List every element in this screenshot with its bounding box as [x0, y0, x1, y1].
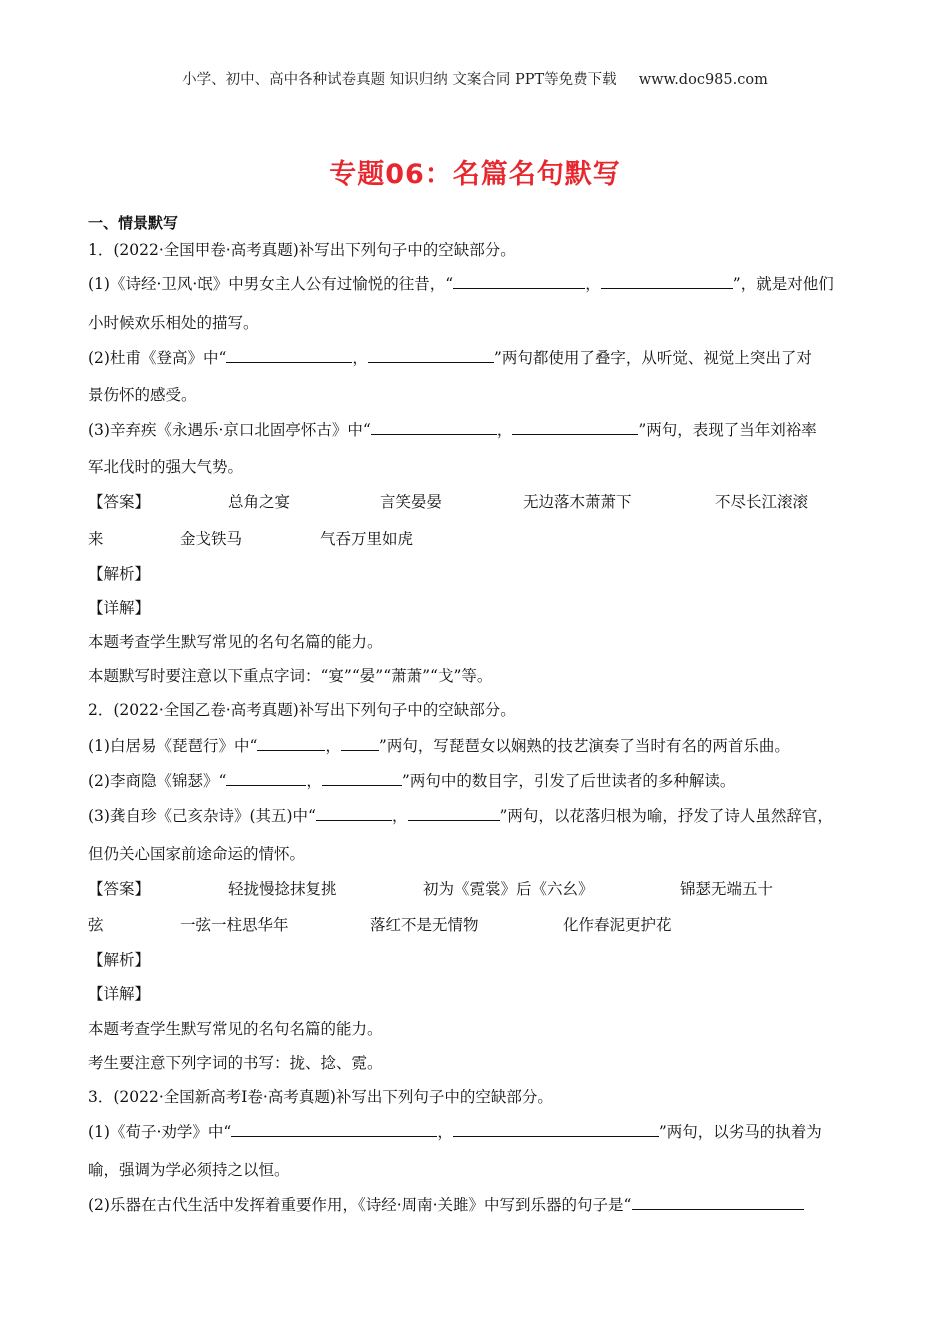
q2-detail-label: 【详解】 — [88, 985, 151, 1003]
q1-item-2: (2)杜甫《登高》中“ ， ”两句都使用了叠字，从听觉、视觉上突出了对 — [88, 349, 812, 367]
answer-blank[interactable] — [322, 770, 402, 786]
q1-detail-text: 本题默写时要注意以下重点字词：“宴”“晏”“萧萧”“戈”等。 — [88, 667, 493, 685]
question-3-intro: 3．(2022·全国新高考Ⅰ卷·高考真题)补写出下列句子中的空缺部分。 — [88, 1088, 553, 1106]
q2-answer: 落红不是无情物 — [370, 916, 479, 934]
q1-item-3: (3)辛弃疾《永遇乐·京口北固亭怀古》中“ ， ”两句，表现了当年刘裕率 — [88, 421, 817, 439]
answer-blank[interactable] — [368, 347, 494, 363]
answer-blank[interactable] — [632, 1194, 804, 1210]
q2-answer: 化作春泥更护花 — [563, 916, 672, 934]
q1-analysis-label: 【解析】 — [88, 565, 151, 583]
q2-item-3-cont: 但仍关心国家前途命运的情怀。 — [88, 845, 306, 863]
answer-blank[interactable] — [316, 805, 392, 821]
q2-answer: 弦 — [88, 916, 104, 934]
answer-blank[interactable] — [371, 419, 497, 435]
answer-blank[interactable] — [341, 735, 379, 751]
q1-item-1-cont: 小时候欢乐相处的描写。 — [88, 314, 259, 332]
page-title: 专题06：名篇名句默写 — [329, 159, 621, 190]
q3-item-1-cont: 喻，强调为学必须持之以恒。 — [88, 1161, 290, 1179]
q1-answer: 金戈铁马 — [180, 530, 243, 548]
q2-item-2: (2)李商隐《锦瑟》“ ， ”两句中的数目字，引发了后世读者的多种解读。 — [88, 772, 736, 790]
q1-answer: 言笑晏晏 — [380, 493, 443, 511]
q2-answer: 初为《霓裳》后《六幺》 — [423, 880, 594, 898]
page-header — [0, 68, 950, 89]
q2-answer: 锦瑟无端五十 — [680, 880, 774, 898]
q2-answer-label: 【答案】 — [88, 880, 151, 898]
q2-answer: 一弦一柱思华年 — [180, 916, 289, 934]
header-url[interactable]: www.doc985.com — [638, 72, 768, 88]
answer-blank[interactable] — [601, 273, 733, 289]
question-2-intro: 2．(2022·全国乙卷·高考真题)补写出下列句子中的空缺部分。 — [88, 701, 516, 719]
answer-blank[interactable] — [512, 419, 638, 435]
q1-item-1: (1)《诗经·卫风·氓》中男女主人公有过愉悦的往昔，“ ， ”，就是对他们 — [88, 275, 834, 293]
q2-answer: 轻拢慢捻抹复挑 — [228, 880, 337, 898]
q1-answer: 总角之宴 — [228, 493, 291, 511]
q1-item-3-cont: 军北伐时的强大气势。 — [88, 458, 244, 476]
q1-item-2-cont: 景伤怀的感受。 — [88, 386, 197, 404]
answer-blank[interactable] — [453, 1121, 659, 1137]
q2-analysis-label: 【解析】 — [88, 951, 151, 969]
q1-detail-label: 【详解】 — [88, 599, 151, 617]
answer-blank[interactable] — [226, 770, 306, 786]
q3-item-1: (1)《荀子·劝学》中“ ， ”两句，以劣马的执着为 — [88, 1123, 822, 1141]
q1-answer: 无边落木萧萧下 — [523, 493, 632, 511]
q2-item-1: (1)白居易《琵琶行》中“ ， ”两句，写琵琶女以娴熟的技艺演奏了当时有名的两首乐曲。 — [88, 737, 790, 755]
answer-blank[interactable] — [257, 735, 325, 751]
q2-item-3: (3)龚自珍《己亥杂诗》(其五)中“ ， ”两句，以花落归根为喻，抒发了诗人虽然辞官， — [88, 807, 833, 825]
q1-answer: 气吞万里如虎 — [320, 530, 414, 548]
answer-blank[interactable] — [231, 1121, 437, 1137]
answer-blank[interactable] — [408, 805, 500, 821]
q2-detail-text: 考生要注意下列字词的书写：拢、捻、霓。 — [88, 1054, 383, 1072]
section-heading: 一、情景默写 — [88, 214, 179, 232]
q1-answer: 来 — [88, 530, 104, 548]
q1-answer-label: 【答案】 — [88, 493, 151, 511]
question-1-intro: 1．(2022·全国甲卷·高考真题)补写出下列句子中的空缺部分。 — [88, 241, 516, 259]
answer-blank[interactable] — [453, 273, 585, 289]
q2-detail-text: 本题考查学生默写常见的名句名篇的能力。 — [88, 1020, 383, 1038]
header-text: 小学、初中、高中各种试卷真题 知识归纳 文案合同 PPT等免费下载 — [182, 72, 617, 88]
q1-answer: 不尽长江滚滚 — [715, 493, 809, 511]
q3-item-2: (2)乐器在古代生活中发挥着重要作用，《诗经·周南·关雎》中写到乐器的句子是“ — [88, 1193, 804, 1215]
q1-detail-text: 本题考查学生默写常见的名句名篇的能力。 — [88, 633, 383, 651]
answer-blank[interactable] — [226, 347, 352, 363]
